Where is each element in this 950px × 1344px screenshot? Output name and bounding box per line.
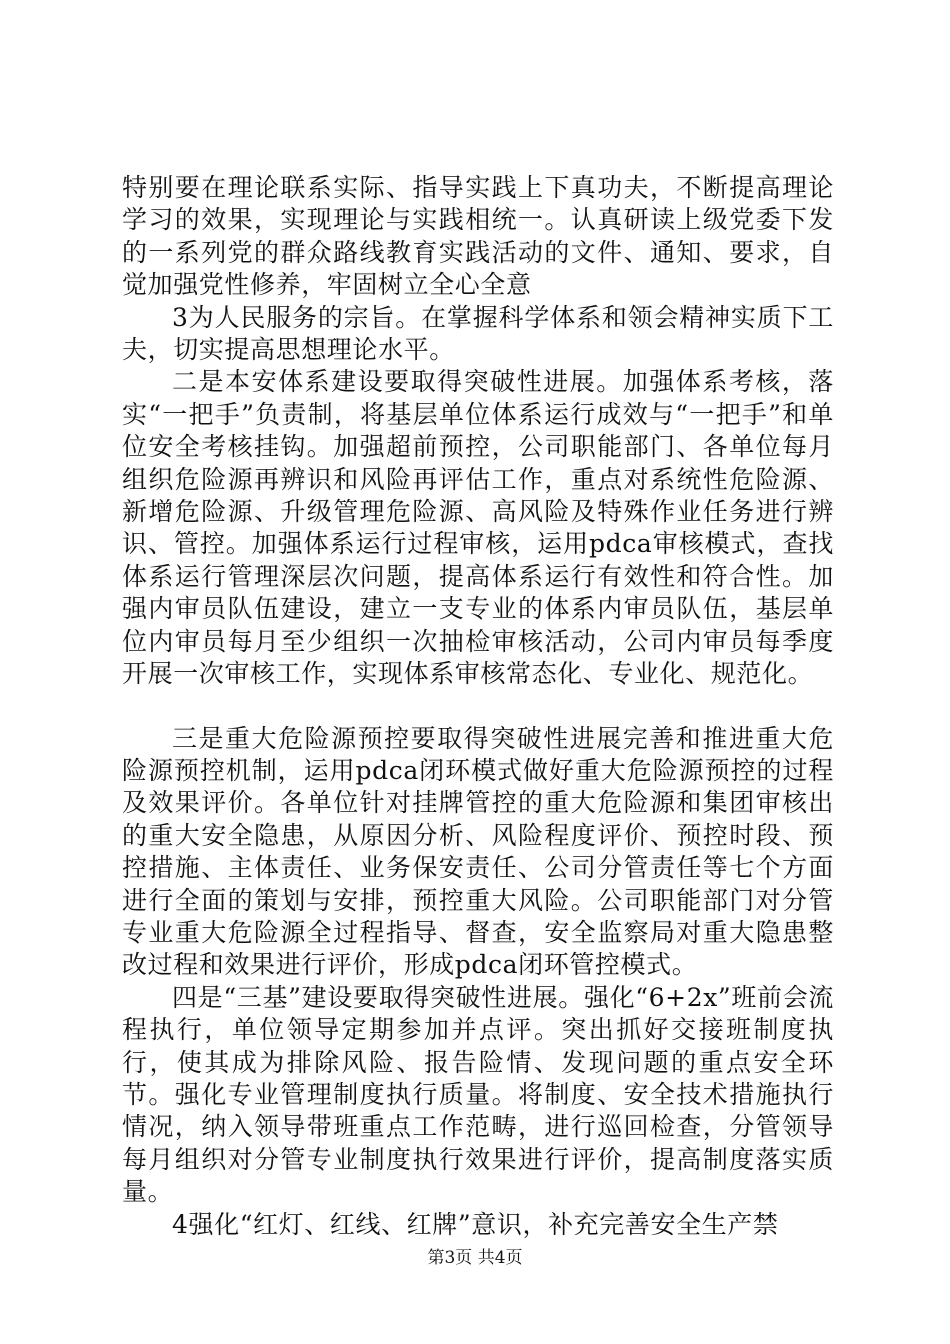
paragraph-3: 二是本安体系建设要取得突破性进展。加强体系考核，落实“一把手”负责制，将基层单位体系运行成效与“一把手”和单位安全考核挂钩。加强超前预控，公司职能部门、各单位每月组织危险源再辨识和风险再评估工作，重点对系统性危险源、新增危险源、升级管理危险源、高风险及特殊作业任务进行辨识、管控。加强体系运行过程审核，运用pdca审核模式，查找体系运行管理深层次问题，提高体系运行有效性和符合性。加强内审员队伍建设，建立一支专业的体系内审员队伍，基层单位内审员每月至少组织一次抽检审核活动，公司内审员每季度开展一次审核工作，实现体系审核常态化、专业化、规范化。 <box>122 367 834 689</box>
document-body <box>122 172 834 1241</box>
paragraph-1: 特别要在理论联系实际、指导实践上下真功夫，不断提高理论学习的效果，实现理论与实践相统一。认真研读上级党委下发的一系列党的群众路线教育实践活动的文件、通知、要求，自觉加强党性修养，牢固树立全心全意 <box>122 173 834 300</box>
paragraph-5: 四是“三基”建设要取得突破性进展。强化“6+2x”班前会流程执行，单位领导定期参加并点评。突出抓好交接班制度执行，使其成为排除风险、报告险情、发现问题的重点安全环节。强化专业管理制度执行质量。将制度、安全技术措施执行情况，纳入领导带班重点工作范畴，进行巡回检查，分管领导每月组织对分管专业制度执行效果进行评价，提高制度落实质量。 <box>122 982 834 1207</box>
paragraph-4: 三是重大危险源预控要取得突破性进展完善和推进重大危险源预控机制，运用pdca闭环模式做好重大危险源预控的过程及效果评价。各单位针对挂牌管控的重大危险源和集团审核出的重大安全隐患，从原因分析、风险程度评价、预控时段、预控措施、主体责任、业务保安责任、公司分管责任等七个方面进行全面的策划与安排，预控重大风险。公司职能部门对分管专业重大危险源全过程指导、督查，安全监察局对重大隐患整改过程和效果进行评价，形成pdca闭环管控模式。 <box>122 723 834 980</box>
page-number-footer: 第3页 共4页 <box>427 1248 523 1268</box>
paragraph-6: 4强化“红灯、红线、红牌”意识，补充完善安全生产禁 <box>172 1209 779 1239</box>
paragraph-2: 3为人民服务的宗旨。在掌握科学体系和领会精神实质下工夫，切实提高思想理论水平。 <box>122 302 834 365</box>
